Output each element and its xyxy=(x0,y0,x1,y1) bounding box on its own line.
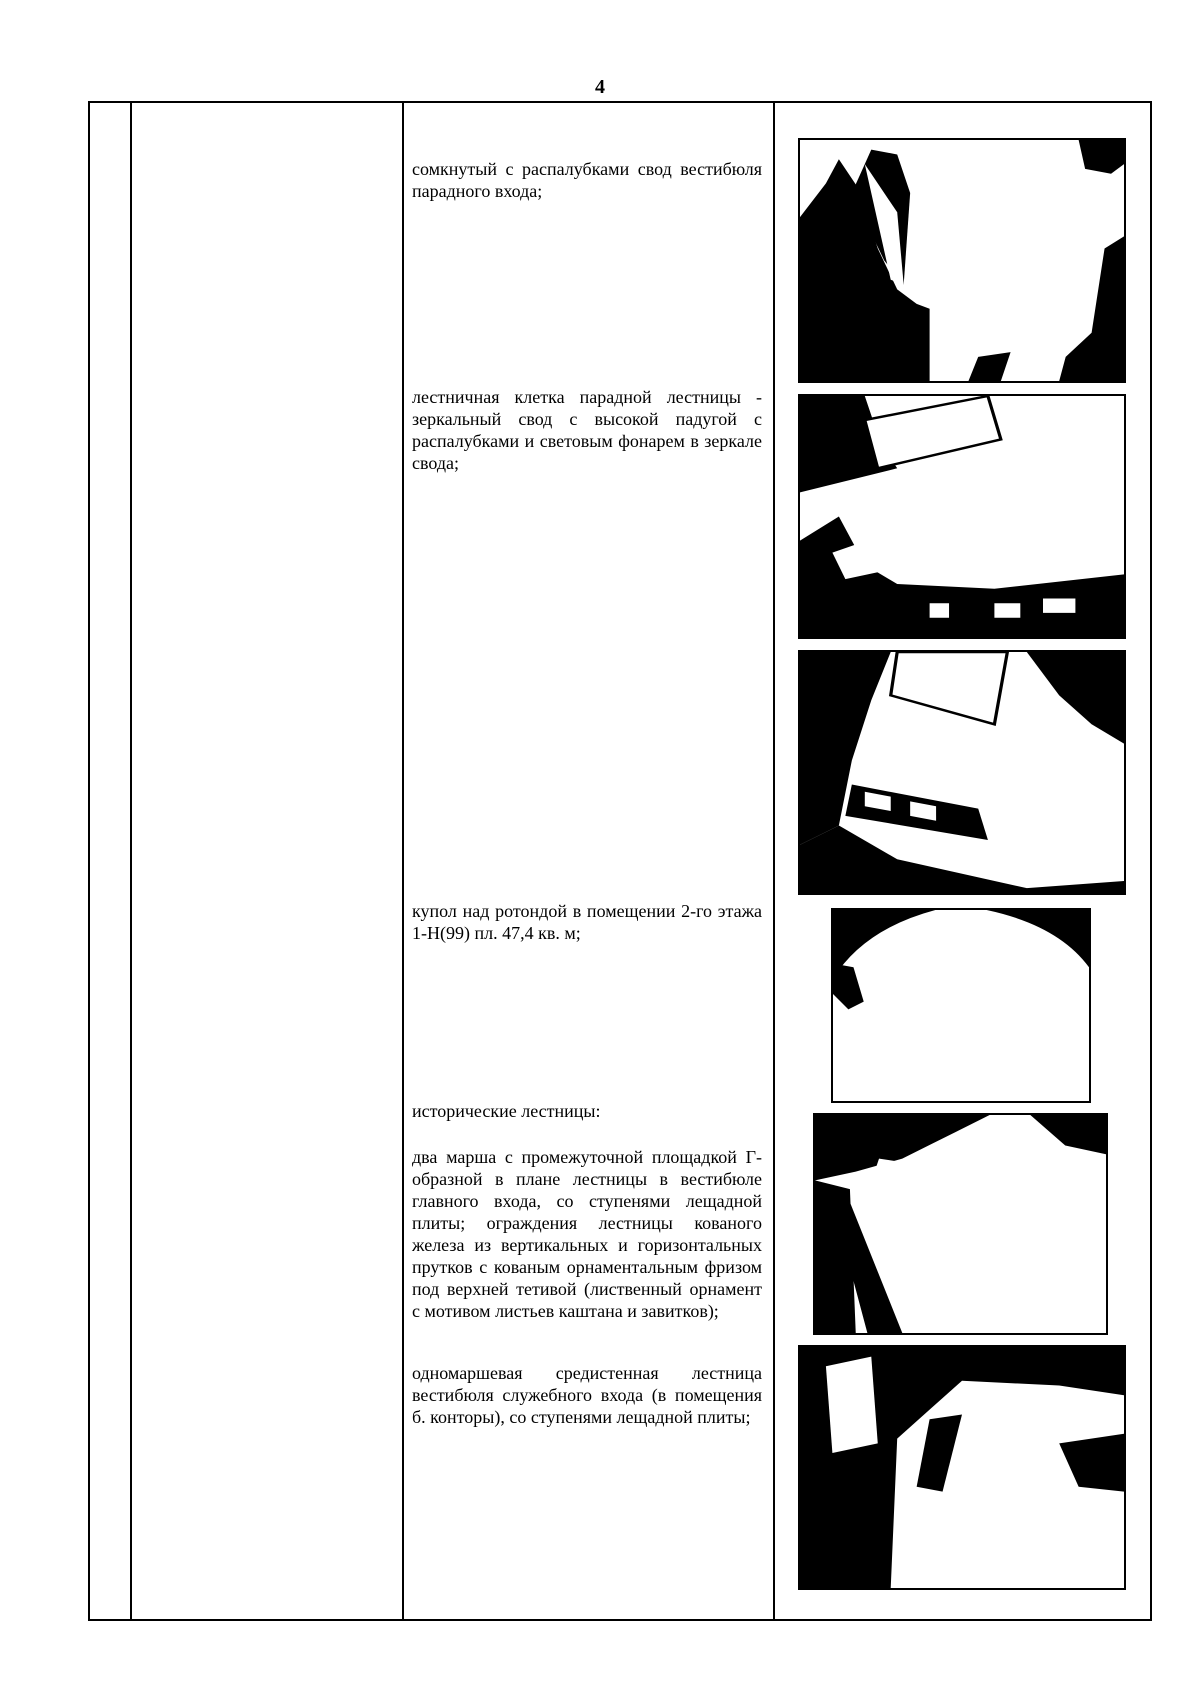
stairs-service-entrance: одномаршевая средистенная лестница вестибюля служебного входа (в помещения б. конторы), со ступенями лещадной плиты; xyxy=(412,1363,762,1427)
entry-vault-vestibule: сомкнутый с распалубками свод вестибюля парадного входа; xyxy=(412,159,762,201)
stairs-main-entrance: два марша с промежуточной площадкой Г-образной в плане лестницы в вестибюле главного входа, со ступенями лещадной плиты; ограждения лестницы кованого железа из вертикальных и горизонтальных прутков с кованым орнаментальным фризом под верхней тетивой (лиственный орнамент с мотивом листьев каштана и завитков); xyxy=(412,1147,762,1321)
historic-stairs-title: исторические лестницы: xyxy=(412,1101,601,1121)
entry-historic-stairs xyxy=(412,1100,762,1428)
column-divider xyxy=(130,103,132,1619)
photo-staircase-vault xyxy=(798,394,1126,639)
photo-staircase-vault-2 xyxy=(798,650,1126,895)
photo-stairs-service xyxy=(798,1345,1126,1590)
entry-staircase-vault: лестничная клетка парадной лестницы - зеркальный свод с высокой падугой с распалубками и световым фонарем в зеркале свода; xyxy=(412,387,762,473)
entry-dome-rotunda: купол над ротондой в помещении 2-го этажа 1-Н(99) пл. 47,4 кв. м; xyxy=(412,901,762,943)
photo-stairs-main xyxy=(813,1113,1108,1335)
page-number: 4 xyxy=(595,76,605,98)
column-divider xyxy=(402,103,404,1619)
photo-dome-rotunda xyxy=(831,908,1091,1103)
photo-vault-vestibule xyxy=(798,138,1126,383)
column-divider xyxy=(773,103,775,1619)
